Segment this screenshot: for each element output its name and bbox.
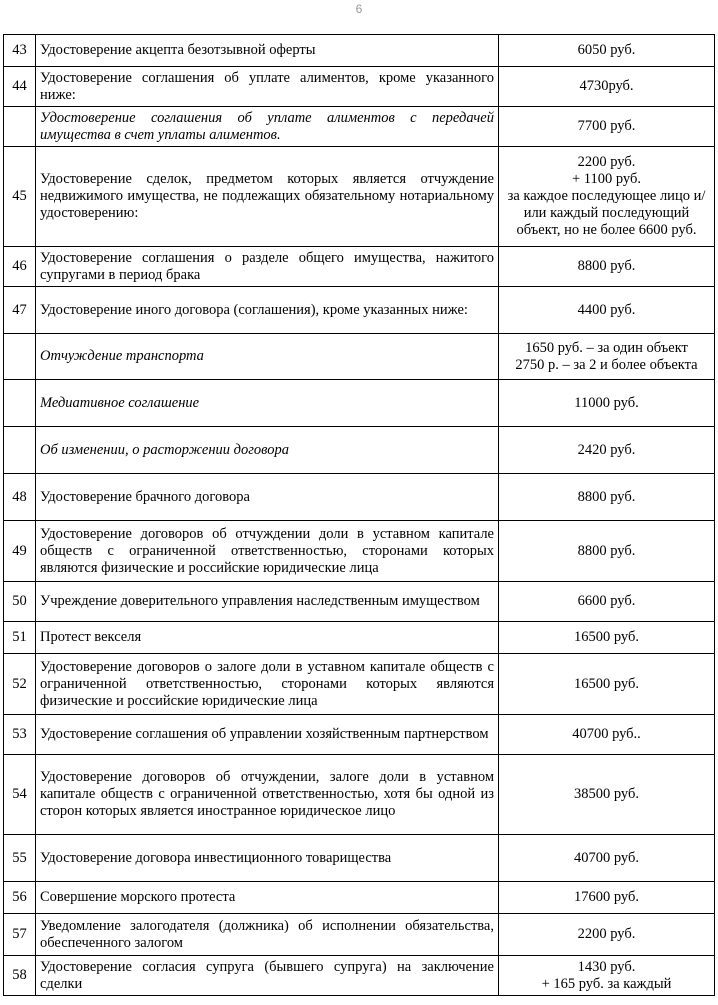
service-price: 40700 руб.. <box>499 715 715 755</box>
table-row <box>4 247 715 287</box>
service-price: 38500 руб. <box>499 755 715 835</box>
service-price: 16500 руб. <box>499 622 715 654</box>
service-description: Удостоверение акцепта безотзывной оферты <box>36 35 499 67</box>
notary-fee-table <box>3 34 715 996</box>
row-number: 47 <box>4 287 36 334</box>
service-price: 1430 руб. + 165 руб. за каждый <box>499 956 715 996</box>
row-number: 43 <box>4 35 36 67</box>
service-description: Удостоверение соглашения о разделе общего имущества, нажитого супругами в период брака <box>36 247 499 287</box>
row-number: 53 <box>4 715 36 755</box>
service-price: 17600 руб. <box>499 882 715 914</box>
service-description: Удостоверение сделок, предметом которых является отчуждение недвижимого имущества, не подлежащих обязательному нотариальному удостоверению: <box>36 147 499 247</box>
table-row <box>4 755 715 835</box>
table-row <box>4 521 715 582</box>
row-number: 48 <box>4 474 36 521</box>
service-description: Удостоверение договоров об отчуждении доли в уставном капитале обществ с ограниченной ответственностью, сторонами которых являются физические и российские юридические лица <box>36 521 499 582</box>
row-number <box>4 107 36 147</box>
row-number: 55 <box>4 835 36 882</box>
table-row <box>4 956 715 996</box>
table-row <box>4 654 715 715</box>
row-number <box>4 334 36 380</box>
service-price: 2200 руб. + 1100 руб. за каждое последующее лицо и/или каждый последующий объект, но не более 6600 руб. <box>499 147 715 247</box>
row-number: 57 <box>4 914 36 956</box>
service-description: Удостоверение брачного договора <box>36 474 499 521</box>
table-row <box>4 380 715 427</box>
row-number: 58 <box>4 956 36 996</box>
row-number: 50 <box>4 582 36 622</box>
service-price: 2420 руб. <box>499 427 715 474</box>
row-number: 45 <box>4 147 36 247</box>
service-price: 4400 руб. <box>499 287 715 334</box>
service-price: 6050 руб. <box>499 35 715 67</box>
row-number: 46 <box>4 247 36 287</box>
service-description: Удостоверение договора инвестиционного товарищества <box>36 835 499 882</box>
row-number: 49 <box>4 521 36 582</box>
row-number: 44 <box>4 67 36 107</box>
service-description: Об изменении, о расторжении договора <box>36 427 499 474</box>
service-description: Учреждение доверительного управления наследственным имуществом <box>36 582 499 622</box>
table-row <box>4 835 715 882</box>
table-row <box>4 334 715 380</box>
service-price: 1650 руб. – за один объект 2750 р. – за 2 и более объекта <box>499 334 715 380</box>
service-description: Удостоверение согласия супруга (бывшего супруга) на заключение сделки <box>36 956 499 996</box>
service-description: Удостоверение соглашения об уплате алиментов, кроме указанного ниже: <box>36 67 499 107</box>
table-row <box>4 914 715 956</box>
page-number: 6 <box>355 2 363 16</box>
table-row <box>4 35 715 67</box>
service-description: Удостоверение иного договора (соглашения), кроме указанных ниже: <box>36 287 499 334</box>
service-description: Удостоверение соглашения об управлении хозяйственным партнерством <box>36 715 499 755</box>
table-row <box>4 882 715 914</box>
row-number: 56 <box>4 882 36 914</box>
service-description: Удостоверение договоров о залоге доли в уставном капитале обществ с ограниченной ответственностью, сторонами которых являются физические и российские юридические лица <box>36 654 499 715</box>
service-price: 4730руб. <box>499 67 715 107</box>
table-row <box>4 427 715 474</box>
service-price: 16500 руб. <box>499 654 715 715</box>
service-price: 8800 руб. <box>499 247 715 287</box>
table-row <box>4 715 715 755</box>
service-description: Удостоверение договоров об отчуждении, залоге доли в уставном капитале обществ с ограниченной ответственностью, хотя бы одной из сторон которых является иностранное юридическое лицо <box>36 755 499 835</box>
service-description: Медиативное соглашение <box>36 380 499 427</box>
table-row <box>4 67 715 107</box>
service-description: Протест векселя <box>36 622 499 654</box>
table-row <box>4 474 715 521</box>
row-number <box>4 427 36 474</box>
service-description: Удостоверение соглашения об уплате алиментов с передачей имущества в счет уплаты алиментов. <box>36 107 499 147</box>
service-price: 8800 руб. <box>499 521 715 582</box>
row-number: 54 <box>4 755 36 835</box>
service-price: 7700 руб. <box>499 107 715 147</box>
service-price: 8800 руб. <box>499 474 715 521</box>
fee-table-body <box>4 35 715 996</box>
row-number: 52 <box>4 654 36 715</box>
table-row <box>4 147 715 247</box>
table-row <box>4 287 715 334</box>
row-number <box>4 380 36 427</box>
table-row <box>4 107 715 147</box>
table-row <box>4 622 715 654</box>
service-description: Уведомление залогодателя (должника) об исполнении обязательства, обеспеченного залогом <box>36 914 499 956</box>
table-row <box>4 582 715 622</box>
row-number: 51 <box>4 622 36 654</box>
service-description: Совершение морского протеста <box>36 882 499 914</box>
service-price: 6600 руб. <box>499 582 715 622</box>
service-price: 2200 руб. <box>499 914 715 956</box>
service-description: Отчуждение транспорта <box>36 334 499 380</box>
service-price: 40700 руб. <box>499 835 715 882</box>
service-price: 11000 руб. <box>499 380 715 427</box>
